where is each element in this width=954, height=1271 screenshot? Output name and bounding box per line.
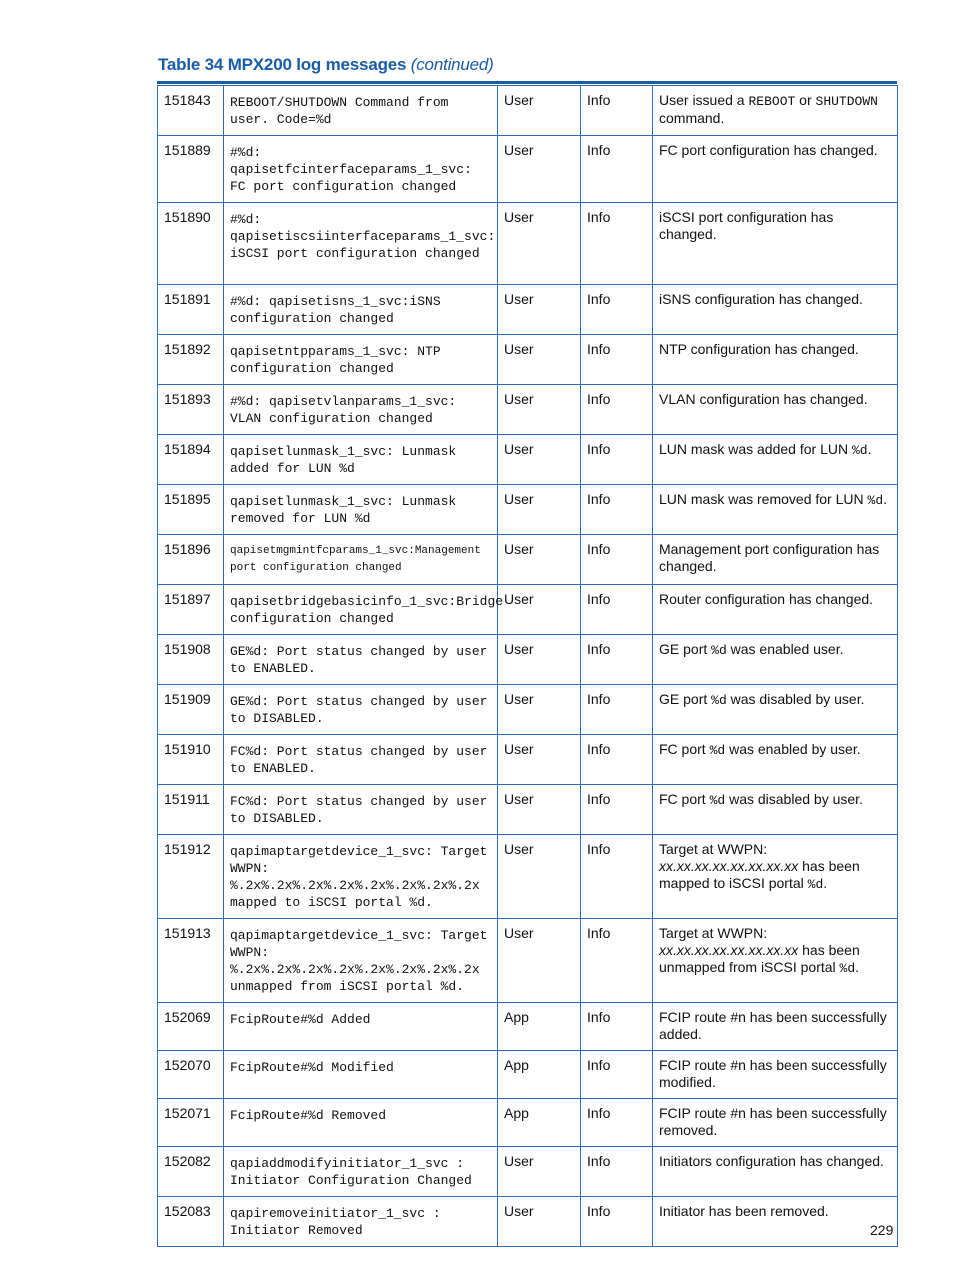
cell-message: #%d: qapisetiscsiinterfaceparams_1_svc: iSCSI port configuration changed [224,203,498,285]
cell-message: qapisetlunmask_1_svc: Lunmask added for LUN %d [224,435,498,485]
cell-module: User [498,635,581,685]
description-part: Management port configuration has changed. [659,541,880,574]
description-part: %d [711,643,727,658]
cell-module: User [498,435,581,485]
cell-id: 152083 [158,1197,224,1247]
cell-id: 151896 [158,535,224,585]
table-row [158,1147,898,1197]
cell-description [653,1099,898,1147]
cell-id: 151908 [158,635,224,685]
cell-level: Info [581,785,653,835]
table-row [158,1099,898,1147]
table-row [158,435,898,485]
cell-description [653,335,898,385]
cell-message: #%d: qapisetfcinterfaceparams_1_svc: FC port configuration changed [224,136,498,203]
description-part: %d [709,743,726,758]
cell-id: 151910 [158,735,224,785]
cell-description [653,1197,898,1247]
table-row [158,203,898,285]
table-row [158,785,898,835]
cell-level: Info [581,1147,653,1197]
cell-module: App [498,1051,581,1099]
cell-module: User [498,1197,581,1247]
cell-id: 151889 [158,136,224,203]
cell-level: Info [581,635,653,685]
cell-level: Info [581,1051,653,1099]
description-part: FCIP route #n has been successfully added. [659,1009,887,1042]
table-caption [158,55,494,75]
description-part: VLAN configuration has changed. [659,391,868,407]
cell-description [653,485,898,535]
cell-id: 152070 [158,1051,224,1099]
description-part: iSNS configuration has changed. [659,291,863,307]
log-messages-table [157,85,898,1247]
cell-level: Info [581,835,653,919]
cell-level: Info [581,485,653,535]
cell-module: User [498,385,581,435]
cell-id: 151913 [158,919,224,1003]
cell-level: Info [581,385,653,435]
cell-description [653,535,898,585]
cell-level: Info [581,435,653,485]
cell-module: App [498,1003,581,1051]
cell-id: 152069 [158,1003,224,1051]
cell-module: User [498,86,581,136]
cell-description [653,285,898,335]
cell-module: User [498,203,581,285]
description-part: was disabled by user. [725,791,863,807]
cell-module: User [498,136,581,203]
table-row [158,919,898,1003]
cell-message: FcipRoute#%d Added [224,1003,498,1051]
description-part: %d [867,493,884,508]
description-part: %d [807,877,824,892]
table-row [158,136,898,203]
cell-level: Info [581,1197,653,1247]
description-part: . [823,875,828,891]
table-row [158,86,898,136]
description-part: or [795,92,816,108]
description-part: Initiator has been removed. [659,1203,829,1219]
cell-id: 151912 [158,835,224,919]
table-row [158,485,898,535]
cell-level: Info [581,1099,653,1147]
cell-message: FcipRoute#%d Removed [224,1099,498,1147]
description-part: FC port [659,791,710,807]
description-part: Target at WWPN: [659,925,768,941]
cell-description [653,1147,898,1197]
cell-module: User [498,1147,581,1197]
description-part: User issued a [659,92,749,108]
description-part: was disabled by user. [726,691,865,707]
cell-module: User [498,285,581,335]
cell-message: FC%d: Port status changed by user to DISABLED. [224,785,498,835]
description-part: iSCSI port configuration has changed. [659,209,834,242]
cell-message: qapisetbridgebasicinfo_1_svc:Bridge configuration changed [224,585,498,635]
cell-id: 151911 [158,785,224,835]
cell-message: qapimaptargetdevice_1_svc: Target WWPN: %.2x%.2x%.2x%.2x%.2x%.2x%.2x%.2x unmapped from iSCSI portal %d. [224,919,498,1003]
table-caption-title: Table 34 MPX200 log messages [158,55,407,74]
description-part: FCIP route #n has been successfully modified. [659,1057,887,1090]
cell-message: REBOOT/SHUTDOWN Command from user. Code=%d [224,86,498,136]
cell-id: 151893 [158,385,224,435]
cell-message: qapisetntpparams_1_svc: NTP configuration changed [224,335,498,385]
cell-message: FC%d: Port status changed by user to ENABLED. [224,735,498,785]
page-number: 229 [870,1222,894,1238]
table-row [158,735,898,785]
table-row [158,535,898,585]
table-row [158,1197,898,1247]
cell-description [653,385,898,435]
cell-level: Info [581,735,653,785]
cell-description [653,136,898,203]
cell-message: GE%d: Port status changed by user to DISABLED. [224,685,498,735]
table-row [158,1003,898,1051]
cell-description [653,585,898,635]
cell-description [653,435,898,485]
cell-module: User [498,535,581,585]
description-part: FCIP route #n has been successfully removed. [659,1105,887,1138]
cell-module: User [498,685,581,735]
cell-module: User [498,485,581,535]
description-part: was enabled user. [726,641,844,657]
cell-level: Info [581,86,653,136]
cell-level: Info [581,285,653,335]
cell-message: GE%d: Port status changed by user to ENABLED. [224,635,498,685]
cell-level: Info [581,1003,653,1051]
table-row [158,585,898,635]
cell-description [653,785,898,835]
cell-id: 152071 [158,1099,224,1147]
cell-message: qapiaddmodifyinitiator_1_svc : Initiator Configuration Changed [224,1147,498,1197]
cell-message: FcipRoute#%d Modified [224,1051,498,1099]
description-part: . [883,491,888,507]
cell-message: qapisetlunmask_1_svc: Lunmask removed for LUN %d [224,485,498,535]
table-row [158,635,898,685]
cell-id: 151894 [158,435,224,485]
table-top-rule [157,81,897,84]
description-part: %d [851,443,868,458]
description-part: GE port [659,641,712,657]
description-part: has been unmapped from iSCSI portal [659,942,860,975]
description-part: Initiators configuration has changed. [659,1153,884,1169]
description-part: NTP configuration has changed. [659,341,859,357]
cell-module: User [498,735,581,785]
description-part: %d [711,693,727,708]
cell-module: User [498,785,581,835]
cell-level: Info [581,919,653,1003]
cell-description [653,685,898,735]
description-part: command. [659,110,725,126]
cell-description [653,835,898,919]
cell-module: User [498,919,581,1003]
cell-description [653,203,898,285]
description-part: . [855,959,860,975]
cell-description [653,1003,898,1051]
cell-id: 151843 [158,86,224,136]
description-part: %d [839,961,856,976]
cell-id: 151897 [158,585,224,635]
table-row [158,385,898,435]
description-part: %d [709,793,726,808]
cell-message: qapimaptargetdevice_1_svc: Target WWPN: %.2x%.2x%.2x%.2x%.2x%.2x%.2x%.2x mapped to iSCSI portal %d. [224,835,498,919]
description-part: has been mapped to iSCSI portal [659,858,860,891]
cell-description [653,1051,898,1099]
description-part: SHUTDOWN [815,94,878,109]
cell-description [653,735,898,785]
description-part: was enabled by user. [725,741,861,757]
cell-level: Info [581,136,653,203]
description-part: FC port configuration has changed. [659,142,878,158]
table-row [158,1051,898,1099]
cell-id: 151891 [158,285,224,335]
table-row [158,285,898,335]
cell-module: User [498,335,581,385]
description-part: REBOOT [748,94,796,109]
table-caption-continued: (continued) [410,55,494,74]
cell-message: qapiremoveinitiator_1_svc : Initiator Removed [224,1197,498,1247]
cell-module: User [498,585,581,635]
description-part: xx.xx.xx.xx.xx.xx.xx.xx [659,858,799,874]
cell-id: 151909 [158,685,224,735]
cell-level: Info [581,335,653,385]
cell-description [653,635,898,685]
log-messages-body [158,86,898,1247]
cell-message: #%d: qapisetisns_1_svc:iSNS configuration changed [224,285,498,335]
description-part: LUN mask was added for LUN [659,441,852,457]
description-part: Router configuration has changed. [659,591,874,607]
cell-description [653,86,898,136]
description-part: Target at WWPN: [659,841,768,857]
description-part: LUN mask was removed for LUN [659,491,868,507]
cell-level: Info [581,535,653,585]
cell-level: Info [581,685,653,735]
cell-level: Info [581,585,653,635]
cell-id: 151895 [158,485,224,535]
cell-id: 152082 [158,1147,224,1197]
description-part: GE port [659,691,712,707]
description-part: . [867,441,872,457]
cell-id: 151890 [158,203,224,285]
cell-message: qapisetmgmintfcparams_1_svc:Management port configuration changed [224,535,498,585]
cell-message: #%d: qapisetvlanparams_1_svc: VLAN configuration changed [224,385,498,435]
cell-level: Info [581,203,653,285]
description-part: FC port [659,741,710,757]
table-row [158,335,898,385]
cell-module: App [498,1099,581,1147]
cell-module: User [498,835,581,919]
description-part: xx.xx.xx.xx.xx.xx.xx.xx [659,942,799,958]
table-row [158,835,898,919]
cell-id: 151892 [158,335,224,385]
cell-description [653,919,898,1003]
table-row [158,685,898,735]
